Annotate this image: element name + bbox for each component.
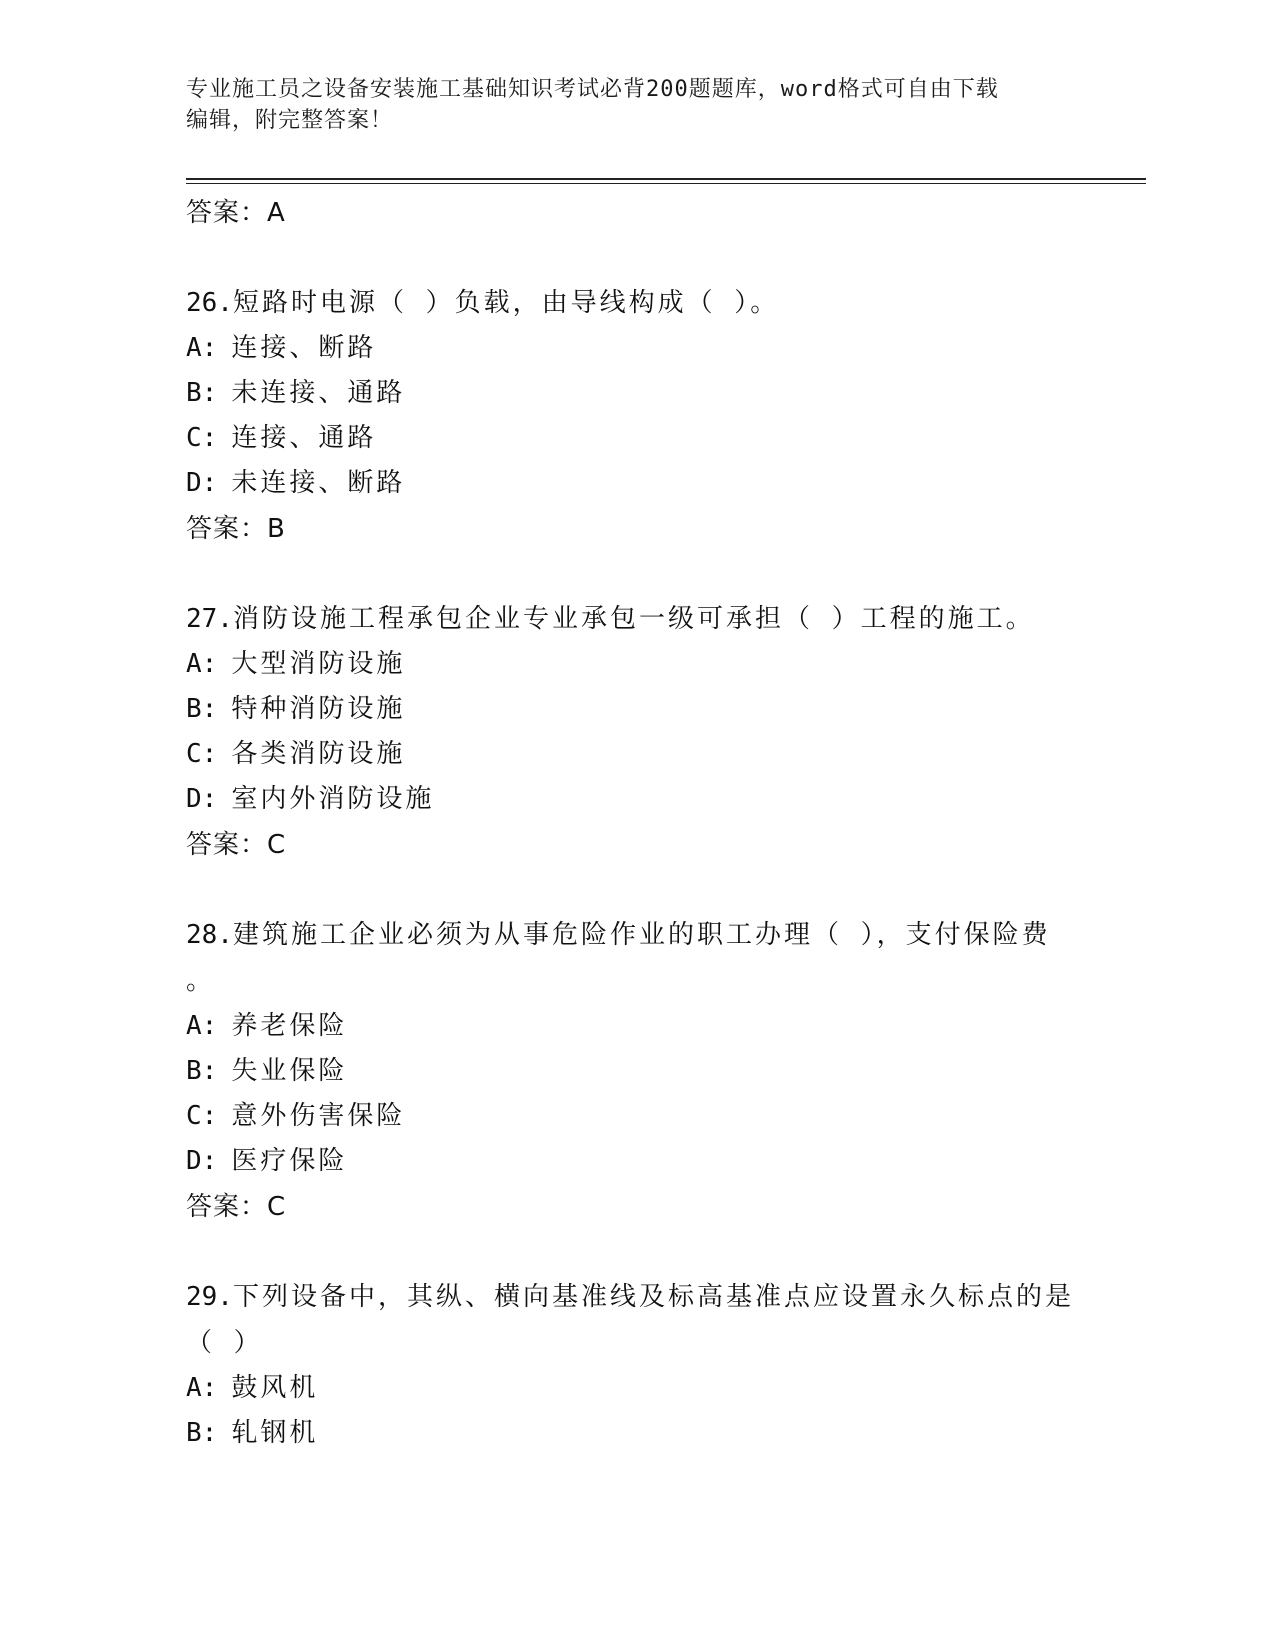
question-text bbox=[186, 596, 1146, 642]
question-text bbox=[186, 280, 1146, 326]
option-b bbox=[186, 1411, 1146, 1456]
header-line-1: 专业施工员之设备安装施工基础知识考试必背200题题库，word格式可自由下载 bbox=[186, 77, 999, 102]
option-text: 各类消防设施 bbox=[231, 739, 406, 769]
option-a bbox=[186, 642, 1146, 687]
option-a bbox=[186, 1366, 1146, 1411]
question-stem: 消防设施工程承包企业专业承包一级可承担（ ）工程的施工。 bbox=[232, 604, 1035, 634]
answer-line bbox=[186, 190, 1146, 236]
option-label: A: bbox=[186, 1011, 218, 1041]
answer-value: C bbox=[267, 830, 287, 860]
answer-value: A bbox=[267, 198, 286, 228]
option-text: 室内外消防设施 bbox=[231, 784, 435, 814]
answer-label: 答案： bbox=[186, 198, 268, 228]
option-c bbox=[186, 732, 1146, 777]
option-c bbox=[186, 416, 1146, 461]
option-text: 大型消防设施 bbox=[231, 649, 406, 679]
question-text bbox=[186, 912, 1146, 958]
question-continuation: （ ） bbox=[186, 1328, 263, 1358]
option-text: 连接、通路 bbox=[231, 423, 377, 453]
question-list bbox=[186, 190, 1146, 1456]
option-text: 意外伤害保险 bbox=[231, 1101, 406, 1131]
option-text: 鼓风机 bbox=[231, 1373, 319, 1403]
option-label: D: bbox=[186, 784, 218, 814]
answer-line bbox=[186, 822, 1146, 868]
question-block bbox=[186, 912, 1146, 1230]
answer-label: 答案： bbox=[186, 1192, 268, 1222]
answer-line bbox=[186, 506, 1146, 552]
question-block bbox=[186, 596, 1146, 868]
option-text: 医疗保险 bbox=[231, 1146, 348, 1176]
option-text: 未连接、通路 bbox=[231, 378, 406, 408]
option-text: 未连接、断路 bbox=[231, 468, 406, 498]
question-block bbox=[186, 280, 1146, 552]
option-a bbox=[186, 326, 1146, 371]
option-label: A: bbox=[186, 649, 218, 679]
option-text: 连接、断路 bbox=[231, 333, 377, 363]
option-label: B: bbox=[186, 1418, 218, 1448]
option-b bbox=[186, 1049, 1146, 1094]
option-label: C: bbox=[186, 739, 218, 769]
question-number: 26. bbox=[186, 288, 233, 318]
answer-line bbox=[186, 1184, 1146, 1230]
question-continuation: 。 bbox=[186, 966, 216, 996]
header-rule-thick bbox=[186, 178, 1146, 180]
question-number: 29. bbox=[186, 1282, 233, 1312]
option-label: C: bbox=[186, 1101, 218, 1131]
answer-label: 答案： bbox=[186, 514, 268, 544]
question-number: 28. bbox=[186, 920, 233, 950]
option-d bbox=[186, 777, 1146, 822]
option-c bbox=[186, 1094, 1146, 1139]
question-text bbox=[186, 1274, 1146, 1320]
option-b bbox=[186, 687, 1146, 732]
option-label: D: bbox=[186, 1146, 218, 1176]
option-label: B: bbox=[186, 1056, 218, 1086]
header-line-2: 编辑，附完整答案！ bbox=[186, 108, 394, 133]
option-a bbox=[186, 1004, 1146, 1049]
question-stem: 短路时电源（ ）负载，由导线构成（ ）。 bbox=[232, 288, 780, 318]
answer-value: B bbox=[267, 514, 286, 544]
option-d bbox=[186, 1139, 1146, 1184]
option-text: 失业保险 bbox=[231, 1056, 348, 1086]
question-stem: 建筑施工企业必须为从事危险作业的职工办理（ ），支付保险费 bbox=[232, 920, 1051, 950]
answer-value: C bbox=[267, 1192, 287, 1222]
question-stem: 下列设备中，其纵、横向基准线及标高基准点应设置永久标点的是 bbox=[232, 1282, 1074, 1312]
option-text: 养老保险 bbox=[231, 1011, 348, 1041]
option-label: D: bbox=[186, 468, 218, 498]
option-label: A: bbox=[186, 333, 218, 363]
option-label: C: bbox=[186, 423, 218, 453]
option-label: A: bbox=[186, 1373, 218, 1403]
option-label: B: bbox=[186, 694, 218, 724]
question-block bbox=[186, 1274, 1146, 1456]
option-b bbox=[186, 371, 1146, 416]
option-d bbox=[186, 461, 1146, 506]
header-rule-thin bbox=[186, 183, 1146, 184]
document-header bbox=[186, 74, 1086, 136]
answer-label: 答案： bbox=[186, 830, 268, 860]
option-text: 轧钢机 bbox=[231, 1418, 319, 1448]
option-text: 特种消防设施 bbox=[231, 694, 406, 724]
option-label: B: bbox=[186, 378, 218, 408]
question-number: 27. bbox=[186, 604, 233, 634]
